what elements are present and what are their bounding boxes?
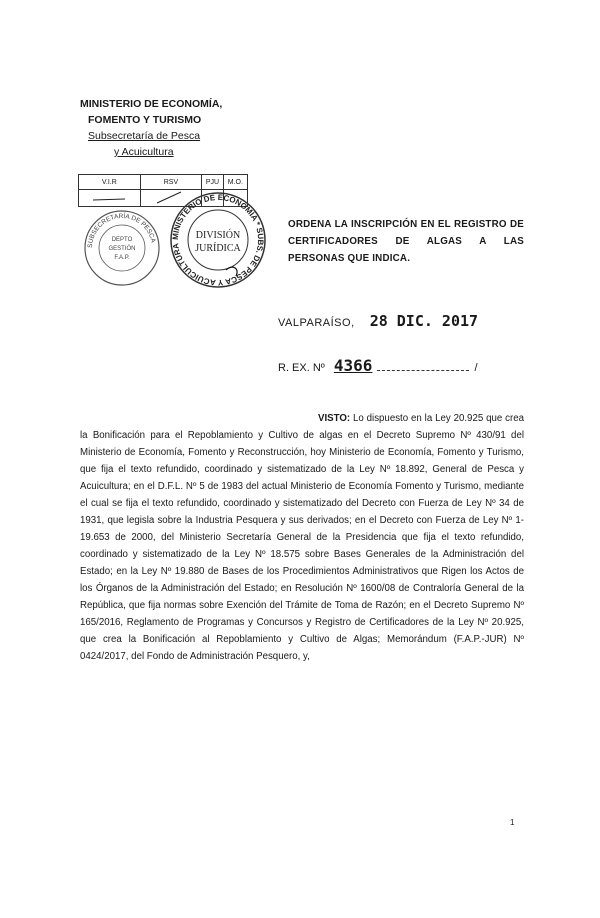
resolution-number-line — [278, 356, 478, 375]
resolution-date: 28 DIC. 2017 — [369, 312, 479, 330]
approval-header-cell: M.O. — [223, 175, 247, 190]
juridica-stamp-line: JURÍDICA — [195, 243, 241, 254]
ministry-name-line2: FOMENTO Y TURISMO — [88, 114, 202, 126]
initial-mark-icon — [89, 190, 129, 204]
dateline — [278, 312, 478, 330]
visto-text: Lo dispuesto en la Ley 20.925 que crea la Bonificación para el Repoblamiento y Cultivo de algas en el Decreto Supremo Nº 430/91 del Ministerio de Economía, Fomento y Reconstrucción, hoy Ministerio de Economía, Fomento y Turismo, que fija el texto refundido, coordinado y sistematizado de la Ley Nº 18.892, General de Pesca y Acuicultura; en el D.F.L. Nº 5 de 1983 del actual Ministerio de Economía Fomento y Turismo, mediante el cual se fija el texto refundido, coordinado y sistematizado del Decreto con Fuerza de Ley Nº 34 de 1931, que legisla sobre la Industria Pesquera y sus derivados; en el Decreto con Fuerza de Ley Nº 1-19.653 de 2000, del Ministerio Secretaría General de la Presidencia que fija el texto refundido, coordinado y sistematizado de la Ley Nº 18.575 sobre Bases Generales de la Administración del Estado; en la Ley Nº 19.880 de Bases de los Procedimientos Administrativos que Rigen los Actos de los Órganos de la Administración del Estado; en Resolución Nº 1600/08 de Contraloría General de la República, que fija normas sobre Exención del Trámite de Toma de Razón; en el Decreto Supremo Nº 165/2016, Reglamento de Programas y Concursos y Registro de Certificadores de la Ley Nº 20.925, que crea la Bonificación al Repoblamiento y Cultivo de Algas; Memorándum (F.A.P.-JUR) Nº 0424/2017, del Fondo de Administración Pesquero, y, — [80, 413, 524, 662]
approval-header-cell: PJU — [202, 175, 223, 190]
approval-signature-cell — [79, 190, 141, 207]
ministry-name-line1: MINISTERIO DE ECONOMÍA, — [80, 98, 223, 110]
juridica-stamp-ring-text: MINISTERIO DE ECONOMÍA * SUBS. DE PESCA Y ACUICULTURA — [170, 192, 266, 288]
approval-header-cell: RSV — [140, 175, 202, 190]
juridica-stamp-line: DIVISIÓN — [195, 230, 241, 241]
resolution-suffix: / — [474, 362, 478, 374]
department-stamp-line: F.A.P. — [114, 255, 130, 261]
resolution-subject: ORDENA LA INSCRIPCIÓN EN EL REGISTRO DE CERTIFICADORES DE ALGAS A LAS PERSONAS QUE INDICA. — [288, 219, 524, 264]
resolution-number: 4366 — [333, 356, 373, 375]
department-stamp-line: GESTIÓN — [108, 246, 136, 252]
visto-paragraph — [80, 410, 524, 665]
place-name: VALPARAÍSO, — [278, 317, 355, 329]
department-stamp-line: DEPTO — [111, 237, 133, 243]
approval-header-cell: V.I.R — [79, 175, 141, 190]
subsecretaria-line2: y Acuicultura — [114, 146, 174, 158]
department-stamp — [82, 208, 162, 293]
juridica-stamp — [166, 188, 270, 297]
subsecretaria-line1: Subsecretaría de Pesca — [88, 130, 201, 142]
juridica-seal-icon — [166, 188, 270, 292]
page-number: 1 — [510, 818, 515, 827]
resolution-blank-line — [377, 370, 469, 371]
department-seal-icon — [82, 208, 162, 288]
visto-label: VISTO: — [318, 413, 351, 424]
resolution-prefix: R. EX. Nº — [278, 362, 325, 374]
department-stamp-ring-text: SUBSECRETARÍA DE PESCA — [86, 212, 157, 249]
